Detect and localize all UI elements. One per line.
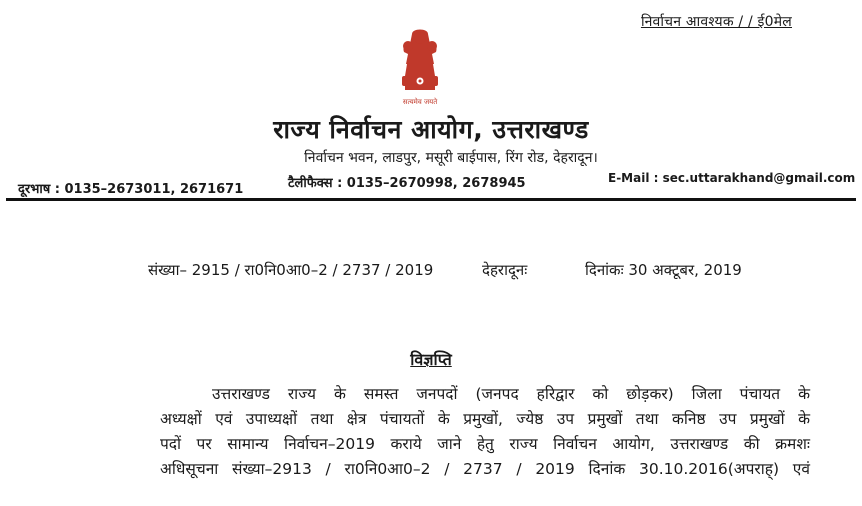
state-emblem-icon bbox=[390, 24, 450, 116]
svg-text:सत्यमेव जयते: सत्यमेव जयते bbox=[402, 98, 438, 106]
top-note: निर्वाचन आवश्यक / / ई0मेल bbox=[640, 14, 792, 30]
reference-city: देहरादूनः bbox=[482, 261, 528, 279]
reference-date: दिनांकः 30 अक्टूबर, 2019 bbox=[585, 261, 742, 279]
notice-heading: विज्ञप्ति bbox=[410, 350, 452, 369]
fax-number: टैलीफैक्स : 0135–2670998, 2678945 bbox=[288, 176, 526, 191]
phone-number: दूरभाष : 0135–2673011, 2671671 bbox=[18, 182, 244, 197]
notice-line: अध्यक्षों एवं उपाध्यक्षों तथा क्षेत्र पंचायतों के प्रमुखों, ज्येष्ठ उप प्रमुखों तथा कनिष्ठ उप प्रमुखों के bbox=[160, 410, 810, 428]
notice-line: अधिसूचना संख्या–2913 / रा0नि0आ0–2 / 2737 / 2019 दिनांक 30.10.2016(अपराह्) एवं bbox=[160, 460, 810, 478]
org-title: राज्य निर्वाचन आयोग, उत्तराखण्ड bbox=[273, 115, 589, 144]
org-address: निर्वाचन भवन, लाडपुर, मसूरी बाईपास, रिंग रोड, देहरादून। bbox=[304, 150, 598, 166]
notice-body bbox=[160, 382, 810, 482]
reference-number: संख्या– 2915 / रा0नि0आ0–2 / 2737 / 2019 bbox=[148, 261, 434, 279]
email-address: E-Mail : sec.uttarakhand@gmail.com bbox=[608, 171, 856, 185]
notice-line: उत्तराखण्ड राज्य के समस्त जनपदों (जनपद हरिद्वार को छोड़कर) जिला पंचायत के bbox=[212, 385, 810, 403]
header-divider bbox=[6, 198, 856, 201]
notice-line: पदों पर सामान्य निर्वाचन–2019 कराये जाने हेतु राज्य निर्वाचन आयोग, उत्तराखण्ड की क्रमशः bbox=[160, 435, 810, 453]
